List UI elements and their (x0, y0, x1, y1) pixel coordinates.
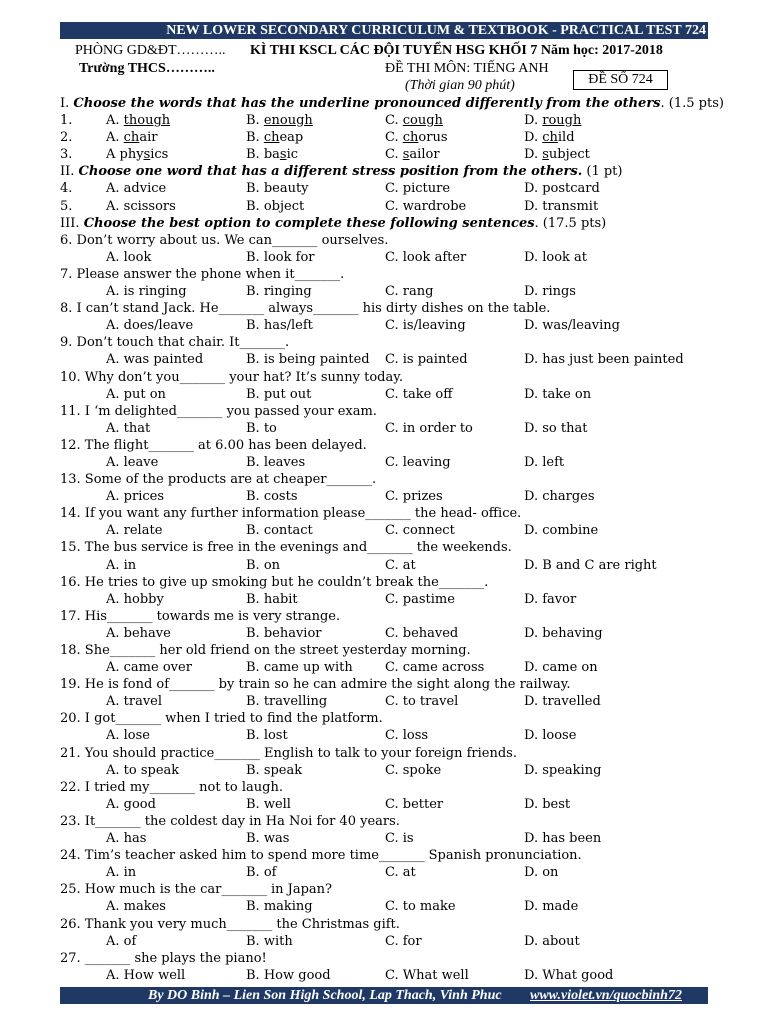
question-options (60, 933, 750, 950)
exam-subject: ĐỀ THI MÔN: TIẾNG ANH (385, 61, 549, 76)
question-options (60, 693, 750, 710)
stress-item (60, 198, 750, 215)
option-a[interactable]: A. lose (106, 728, 151, 744)
question-text: 23. It_______ the coldest day in Ha Noi for 40 years. (60, 813, 400, 829)
option-a[interactable]: A. was painted (106, 352, 204, 368)
item-number: 1. (60, 113, 73, 129)
option-a[interactable]: A. scissors (106, 198, 176, 214)
footer-link[interactable]: www.violet.vn/quocbinh72 (530, 988, 682, 1003)
option-b[interactable]: B. on (246, 557, 281, 573)
option-d[interactable]: D. about (524, 933, 580, 949)
option-a[interactable]: A. in (106, 557, 137, 573)
exam-code-box: ĐỀ SỐ 724 (573, 70, 668, 90)
section-3-instruction: Choose the best option to complete these following sentences (83, 215, 535, 231)
question-text: 16. He tries to give up smoking but he couldn’t break the_______. (60, 574, 489, 590)
section-2-points: (1 pt) (582, 164, 623, 180)
option-underlined-part: cough (402, 113, 443, 129)
option-c[interactable]: C. is/leaving (385, 318, 466, 334)
option-b[interactable]: B. costs (246, 489, 298, 505)
option-a[interactable]: A. put on (106, 386, 166, 402)
option-text: B. (246, 130, 264, 146)
option-b[interactable] (246, 112, 313, 129)
option-a[interactable] (106, 146, 168, 163)
question-text: 15. The bus service is free in the evenings and_______ the weekends. (60, 540, 512, 556)
option-underlined-part: rough (542, 113, 582, 129)
option-d[interactable]: D. was/leaving (524, 318, 620, 334)
option-text: C. (385, 130, 403, 146)
school-label: Trường THCS……….. (79, 61, 215, 76)
option-underlined-part: ch (542, 130, 558, 146)
section-3-points: . (17.5 pts) (534, 215, 607, 231)
option-c[interactable]: C. pastime (385, 591, 455, 607)
option-underlined-part: s (542, 147, 549, 163)
question-text: 13. Some of the products are at cheaper_______. (60, 472, 377, 488)
question-stem (60, 676, 750, 693)
option-text: C. (385, 113, 403, 129)
option-a[interactable]: A. in (106, 865, 137, 881)
option-underlined-part: enough (263, 113, 313, 129)
option-c[interactable]: C. rang (385, 284, 434, 300)
option-b[interactable]: B. beauty (246, 181, 309, 197)
question-options (60, 625, 750, 642)
option-c[interactable]: C. leaving (385, 454, 451, 470)
question-text: 22. I tried my_______ not to laugh. (60, 779, 283, 795)
option-a[interactable]: A. good (106, 796, 156, 812)
section-3-questions (60, 232, 750, 984)
option-d[interactable] (524, 112, 581, 129)
exam-title: KÌ THI KSCL CÁC ĐỘI TUYỂN HSG KHỐI 7 Năm học: 2017-2018 (250, 43, 663, 58)
option-a[interactable]: A. to speak (106, 762, 180, 778)
option-c[interactable] (385, 146, 440, 163)
option-b[interactable]: B. well (246, 796, 291, 812)
item-number: 4. (60, 181, 73, 197)
option-d[interactable]: D. B and C are right (524, 557, 657, 573)
option-a[interactable] (106, 112, 170, 129)
question-stem (60, 813, 750, 830)
section-2-heading (60, 163, 750, 180)
option-b[interactable]: B. travelling (246, 694, 328, 710)
question-stem (60, 300, 750, 317)
question-text: 8. I can’t stand Jack. He_______ always_______ his dirty dishes on the table. (60, 301, 551, 317)
exam-content (60, 95, 750, 984)
top-banner: NEW LOWER SECONDARY CURRICULUM & TEXTBOOK - PRACTICAL TEST 724 (60, 22, 708, 39)
option-text: A phy (106, 147, 144, 163)
question-text: 26. Thank you very much_______ the Christmas gift. (60, 916, 400, 932)
option-d[interactable]: D. behaving (524, 625, 603, 641)
option-a[interactable]: A. does/leave (106, 318, 194, 334)
option-text: ic (286, 147, 299, 163)
pronunciation-item (60, 129, 750, 146)
pronunciation-item (60, 112, 750, 129)
option-underlined-part: s (279, 147, 287, 163)
option-b[interactable]: B. contact (246, 523, 313, 539)
footer-author: By DO Binh – Lien Son High School, Lap Thach, Vinh Phuc (148, 988, 502, 1003)
option-d[interactable]: D. charges (524, 489, 595, 505)
item-number: 5. (60, 198, 73, 214)
option-d[interactable]: D. so that (524, 420, 588, 436)
option-c[interactable]: C. connect (385, 523, 455, 539)
option-underlined-part: ch (123, 130, 140, 146)
option-b[interactable]: B. leaves (246, 454, 306, 470)
option-a[interactable] (106, 129, 157, 146)
option-d[interactable]: D. rings (524, 284, 576, 300)
option-d[interactable]: D. loose (524, 728, 577, 744)
option-c[interactable] (385, 129, 448, 146)
option-text: A. (106, 113, 124, 129)
option-b[interactable]: B. object (246, 198, 305, 214)
stress-item (60, 180, 750, 197)
option-b[interactable] (246, 146, 298, 163)
question-stem (60, 881, 750, 898)
option-a[interactable]: A. of (106, 933, 137, 949)
option-a[interactable]: A. relate (106, 523, 163, 539)
question-options (60, 488, 750, 505)
option-text: D. (524, 113, 543, 129)
question-options (60, 351, 750, 368)
option-c[interactable]: C. came across (385, 660, 485, 676)
section-3-numeral: III. (60, 215, 80, 231)
section-1-instruction: Choose the words that has the underline pronounced differently from the others (73, 96, 661, 111)
question-stem (60, 471, 750, 488)
option-b[interactable]: B. How good (246, 967, 331, 983)
option-b[interactable]: B. came up with (246, 660, 353, 676)
question-options (60, 283, 750, 300)
question-text: 27. _______ she plays the piano! (60, 950, 267, 966)
option-underlined-part: ch (263, 130, 280, 146)
question-stem (60, 745, 750, 762)
option-text: A. (106, 130, 124, 146)
question-options (60, 898, 750, 915)
section-1-numeral: I. (60, 96, 70, 111)
question-options (60, 967, 750, 984)
question-stem (60, 437, 750, 454)
option-a[interactable]: A. is ringing (106, 284, 187, 300)
question-text: 7. Please answer the phone when it_______. (60, 266, 345, 282)
option-d[interactable]: D. speaking (524, 762, 602, 778)
option-c[interactable]: C. is (385, 831, 414, 847)
option-c[interactable]: C. in order to (385, 420, 473, 436)
option-text: ics (150, 147, 169, 163)
option-d[interactable]: D. transmit (524, 198, 599, 214)
option-b[interactable]: B. making (246, 899, 313, 915)
option-d[interactable]: D. left (524, 454, 565, 470)
option-text: orus (418, 130, 448, 146)
question-options (60, 522, 750, 539)
option-b[interactable]: B. lost (246, 728, 288, 744)
option-a[interactable]: A. behave (106, 625, 171, 641)
option-a[interactable]: A. prices (106, 489, 164, 505)
question-stem (60, 539, 750, 556)
question-text: 6. Don’t worry about us. We can_______ ourselves. (60, 232, 389, 248)
question-options (60, 591, 750, 608)
option-a[interactable]: A. came over (106, 660, 192, 676)
option-d[interactable]: D. made (524, 899, 579, 915)
exam-duration: (Thời gian 90 phút) (405, 78, 515, 93)
option-b[interactable]: B. of (246, 865, 277, 881)
department-label: PHÒNG GD&ĐT……….. (75, 43, 226, 58)
option-d[interactable]: D. best (524, 796, 571, 812)
option-b[interactable]: B. ringing (246, 284, 312, 300)
question-options (60, 420, 750, 437)
option-b[interactable]: B. has/left (246, 318, 313, 334)
question-text: 24. Tim’s teacher asked him to spend more time_______ Spanish pronunciation. (60, 848, 582, 864)
question-text: 12. The flight_______ at 6.00 has been delayed. (60, 437, 367, 453)
question-stem (60, 369, 750, 386)
section-2-instruction: Choose one word that has a different stress position from the others. (78, 164, 583, 180)
option-c[interactable]: C. at (385, 557, 416, 573)
option-b[interactable]: B. with (246, 933, 293, 949)
option-b[interactable]: B. put out (246, 386, 312, 402)
option-d[interactable] (524, 129, 575, 146)
option-text: air (139, 130, 158, 146)
option-d[interactable]: D. has been (524, 831, 602, 847)
question-stem (60, 232, 750, 249)
option-c[interactable]: C. What well (385, 967, 469, 983)
question-text: 18. She_______ her old friend on the street yesterday morning. (60, 643, 471, 658)
option-c[interactable]: C. to make (385, 899, 456, 915)
option-c[interactable]: C. is painted (385, 352, 468, 368)
footer-bar (60, 987, 708, 1004)
question-text: 21. You should practice_______ English to talk to your foreign friends. (60, 745, 517, 761)
option-text: D. (524, 147, 543, 163)
option-c[interactable]: C. at (385, 865, 416, 881)
option-text: B. (246, 113, 264, 129)
option-c[interactable]: C. take off (385, 386, 453, 402)
item-number: 2. (60, 130, 73, 146)
option-c[interactable]: C. loss (385, 728, 429, 744)
question-options (60, 796, 750, 813)
question-text: 19. He is fond of_______ by train so he can admire the sight along the railway. (60, 677, 571, 693)
option-text: ailor (409, 147, 440, 163)
question-stem (60, 266, 750, 283)
option-d[interactable]: D. What good (524, 967, 614, 983)
option-b[interactable]: B. behavior (246, 625, 322, 641)
question-options (60, 386, 750, 403)
option-a[interactable]: A. travel (106, 694, 163, 710)
option-a[interactable]: A. hobby (106, 591, 164, 607)
question-stem (60, 403, 750, 420)
section-1-items (60, 112, 750, 163)
option-b[interactable]: B. habit (246, 591, 298, 607)
question-stem (60, 608, 750, 625)
question-options (60, 557, 750, 574)
option-d[interactable]: D. combine (524, 523, 599, 539)
question-options (60, 249, 750, 266)
item-number: 3. (60, 147, 73, 163)
question-stem (60, 574, 750, 591)
option-text: eap (279, 130, 304, 146)
question-options (60, 454, 750, 471)
option-b[interactable]: B. look for (246, 249, 315, 265)
option-underlined-part: ch (402, 130, 419, 146)
option-a[interactable]: A. that (106, 420, 151, 436)
option-a[interactable]: A. has (106, 831, 147, 847)
section-3-heading (60, 215, 750, 232)
option-a[interactable]: A. leave (106, 454, 159, 470)
option-c[interactable]: C. wardrobe (385, 198, 467, 214)
option-b[interactable]: B. was (246, 831, 290, 847)
option-c[interactable]: C. spoke (385, 762, 442, 778)
question-text: 9. Don’t touch that chair. It_______. (60, 335, 290, 351)
option-c[interactable]: C. look after (385, 249, 467, 265)
option-a[interactable]: A. look (106, 249, 152, 265)
question-text: 20. I got_______ when I tried to find the platform. (60, 711, 383, 727)
option-c[interactable] (385, 112, 443, 129)
option-d[interactable]: D. take on (524, 386, 592, 402)
option-b[interactable]: B. to (246, 420, 277, 436)
option-underlined-part: though (123, 113, 171, 129)
option-text: ubject (548, 147, 590, 163)
option-d[interactable]: D. came on (524, 660, 598, 676)
option-d[interactable] (524, 146, 590, 163)
question-options (60, 659, 750, 676)
option-text: D. (524, 130, 543, 146)
question-text: 11. I ‘m delighted_______ you passed your exam. (60, 403, 377, 419)
option-underlined-part: s (402, 147, 410, 163)
option-d[interactable]: D. favor (524, 591, 577, 607)
option-c[interactable]: C. behaved (385, 625, 459, 641)
section-1-heading (60, 95, 750, 112)
question-stem (60, 779, 750, 796)
option-b[interactable]: B. is being painted (246, 352, 370, 368)
question-stem (60, 916, 750, 933)
section-2-items (60, 180, 750, 214)
option-b[interactable] (246, 129, 303, 146)
option-b[interactable]: B. speak (246, 762, 303, 778)
question-text: 14. If you want any further information please_______ the head- office. (60, 506, 522, 522)
option-d[interactable]: D. has just been painted (524, 352, 684, 368)
question-stem (60, 642, 750, 659)
option-text: C. (385, 147, 403, 163)
option-c[interactable]: C. picture (385, 181, 451, 197)
question-stem (60, 505, 750, 522)
question-stem (60, 847, 750, 864)
option-d[interactable]: D. on (524, 865, 559, 881)
option-a[interactable]: A. advice (106, 181, 167, 197)
section-1-points: . (1.5 pts) (660, 96, 724, 111)
question-stem (60, 950, 750, 967)
option-a[interactable]: A. How well (106, 967, 186, 983)
option-text: ild (557, 130, 575, 146)
option-d[interactable]: D. travelled (524, 694, 601, 710)
question-options (60, 762, 750, 779)
option-text: B. ba (246, 147, 280, 163)
option-underlined-part: s (143, 147, 151, 163)
question-text: 17. His_______ towards me is very strange. (60, 608, 341, 624)
question-options (60, 830, 750, 847)
question-stem (60, 710, 750, 727)
question-stem (60, 334, 750, 351)
question-options (60, 727, 750, 744)
option-c[interactable]: C. for (385, 933, 422, 949)
question-text: 25. How much is the car_______ in Japan? (60, 882, 333, 898)
question-text: 10. Why don’t you_______ your hat? It’s sunny today. (60, 369, 403, 385)
question-options (60, 864, 750, 881)
pronunciation-item (60, 146, 750, 163)
section-2-numeral: II. (60, 164, 75, 180)
option-c[interactable]: C. to travel (385, 694, 459, 710)
question-options (60, 317, 750, 334)
option-c[interactable]: C. prizes (385, 489, 443, 505)
option-a[interactable]: A. makes (106, 899, 166, 915)
option-c[interactable]: C. better (385, 796, 444, 812)
option-d[interactable]: D. look at (524, 249, 588, 265)
option-d[interactable]: D. postcard (524, 181, 600, 197)
